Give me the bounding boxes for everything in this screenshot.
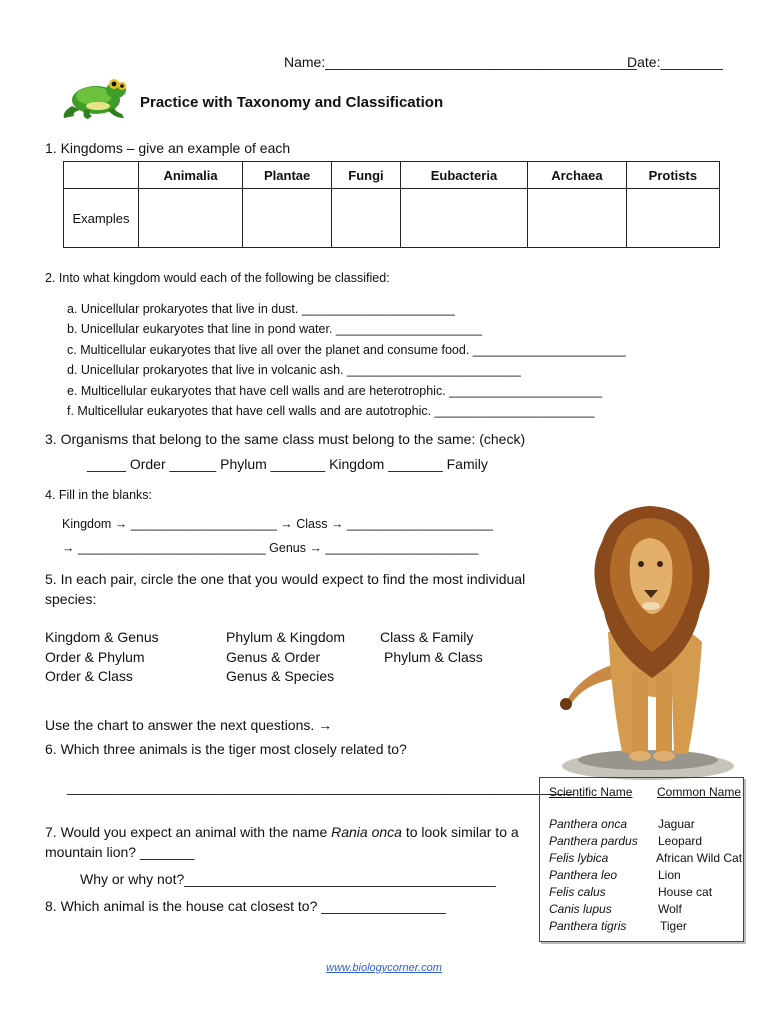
header-animalia: Animalia [139,162,243,189]
row-label-examples: Examples [64,189,139,248]
pair-phylum-class[interactable]: Phylum & Class [384,649,483,665]
q7-line2[interactable]: mountain lion? _______ [45,844,195,860]
example-cell-eubacteria[interactable] [400,189,527,248]
table-row [540,868,743,885]
scientific-name: Panthera leo [549,868,618,882]
q2-item-b: b. Unicellular eukaryotes that line in pond water. _____________________ [67,322,482,336]
q2-item-a: a. Unicellular prokaryotes that live in dust. ______________________ [67,302,455,316]
header-archaea: Archaea [528,162,627,189]
pair-genus-order[interactable]: Genus & Order [226,649,321,665]
scientific-name: Panthera pardus [549,834,638,848]
footer-link[interactable]: www.biologycorner.com [326,962,442,974]
scientific-name: Panthera tigris [549,919,627,933]
common-name: Tiger [660,919,687,933]
q6-answer-line[interactable]: _________________________________________________________________ [67,779,574,795]
table-row [540,902,743,919]
q5-prompt-line1: 5. In each pair, circle the one that you would expect to find the most individual [45,571,526,587]
pair-genus-species[interactable]: Genus & Species [226,668,335,684]
common-name: Jaguar [658,817,695,831]
q6-prompt: 6. Which three animals is the tiger most closely related to? [45,741,407,757]
table-row [540,885,743,902]
q2-prompt: 2. Into what kingdom would each of the following be classified: [45,271,390,285]
pair-phylum-kingdom[interactable]: Phylum & Kingdom [226,629,346,645]
q7-line1 [45,824,519,840]
q7-text-post: to look similar to a [401,824,519,840]
scientific-name: Panthera onca [549,817,628,831]
table-row [540,919,743,936]
q3-prompt: 3. Organisms that belong to the same class must belong to the same: (check) [45,431,526,447]
q7-text-pre: 7. Would you expect an animal with the name [45,824,332,840]
header-protists: Protists [626,162,719,189]
scientific-name: Felis lybica [549,851,609,865]
common-name: Leopard [658,834,703,848]
common-name: House cat [658,885,713,899]
table-row [540,817,743,834]
scientific-name: Felis calus [549,885,606,899]
common-name: Wolf [658,902,682,916]
q2-item-d: d. Unicellular prokaryotes that live in volcanic ash. _________________________ [67,363,521,377]
scientific-name: Canis lupus [549,902,612,916]
q4-prompt: 4. Fill in the blanks: [45,488,152,502]
q2-item-e: e. Multicellular eukaryotes that have cell walls and are heterotrophic. ______________________ [67,384,603,398]
pair-order-class[interactable]: Order & Class [45,668,133,684]
date-field[interactable]: Date:________ [627,54,723,70]
footer [0,962,768,974]
example-cell-protists[interactable] [626,189,719,248]
lion-image [552,502,748,780]
kingdoms-table [63,161,720,248]
example-cell-animalia[interactable] [139,189,243,248]
table-row [540,834,743,851]
common-name: Lion [658,868,681,882]
q4-line1[interactable]: Kingdom → _____________________ → Class → _____________________ [62,517,493,531]
pair-class-family[interactable]: Class & Family [380,629,474,645]
header-common-name: Common Name [657,785,742,799]
q2-item-c: c. Multicellular eukaryotes that live all over the planet and consume food. ______________________ [67,343,626,357]
q5-prompt-line2: species: [45,591,97,607]
header-scientific-name: Scientific Name [549,785,633,799]
species-name-table [539,777,744,942]
header-plantae: Plantae [243,162,332,189]
header-fungi: Fungi [332,162,401,189]
example-cell-archaea[interactable] [528,189,627,248]
example-cell-fungi[interactable] [332,189,401,248]
q2-item-f: f. Multicellular eukaryotes that have cell walls and are autotrophic. _______________________ [67,404,595,418]
q8-prompt[interactable]: 8. Which animal is the house cat closest to? ________________ [45,898,446,914]
frog-image [58,72,132,122]
common-name: African Wild Cat [656,851,743,865]
q3-options[interactable]: _____ Order ______ Phylum _______ Kingdom _______ Family [87,456,488,472]
table-row [540,851,743,868]
pair-order-phylum[interactable]: Order & Phylum [45,649,145,665]
q7-why[interactable]: Why or why not?________________________________________ [80,871,496,887]
q1-prompt: 1. Kingdoms – give an example of each [45,140,291,156]
q4-line2[interactable]: → ___________________________ Genus → ______________________ [62,541,479,555]
page-title: Practice with Taxonomy and Classification [140,94,444,111]
table-corner [64,162,139,189]
chart-note: Use the chart to answer the next questions. → [45,717,333,733]
header-eubacteria: Eubacteria [400,162,527,189]
name-field[interactable]: Name:________________________________________ [284,54,637,70]
pair-kingdom-genus[interactable]: Kingdom & Genus [45,629,159,645]
q7-species-name: Rania onca [331,824,402,840]
example-cell-plantae[interactable] [243,189,332,248]
